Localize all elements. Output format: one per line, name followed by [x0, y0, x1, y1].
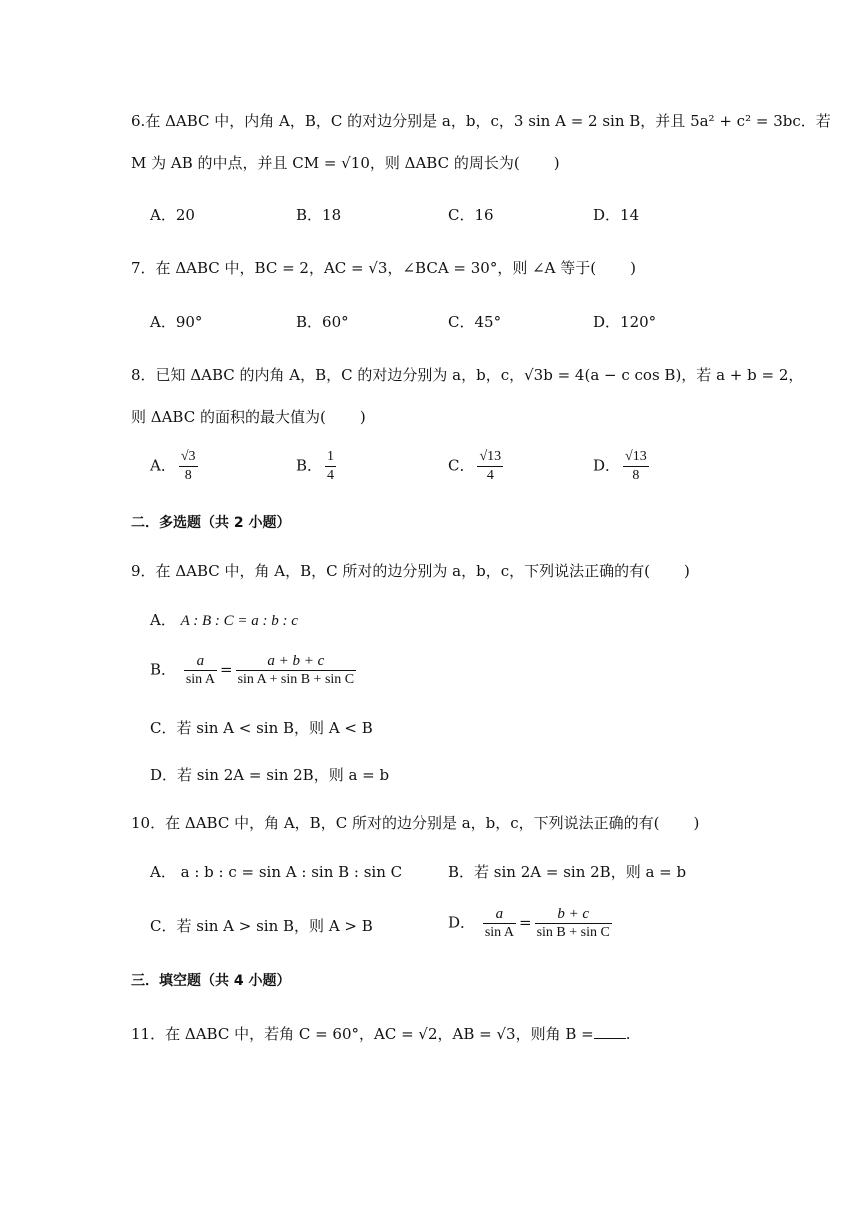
question-8-option-c: C． $\frac{√13}{4}$: [448, 449, 502, 483]
question-6-text-2: M 为 AB 的中点，并且 CM = √10，则 ΔABC 的周长为(: [131, 154, 520, 172]
section-heading-fill-in: 三．填空题（共 4 小题）: [131, 973, 291, 989]
question-6-line-1: [131, 110, 831, 132]
question-8-text-2: 则 ΔABC 的面积的最大值为(: [131, 408, 326, 426]
question-7-number: 7．: [131, 259, 156, 277]
question-11-line: 11．在 ΔABC 中，若角 C = 60°，AC = √2，AB = √3，则角 B = .: [131, 1025, 631, 1043]
question-7-option-a: A．90°: [150, 313, 203, 331]
question-10-text: 在 ΔABC 中，角 A，B，C 所对的边分别是 a，b，c，下列说法正确的有(: [165, 814, 660, 832]
close-paren: ): [693, 814, 700, 832]
question-7-line: [131, 257, 636, 279]
fraction: $\frac{√13}{4}$: [479, 449, 502, 483]
fraction: $\frac{√13}{8}$: [625, 449, 647, 483]
question-9-option-c: C．若 sin A < sin B，则 A < B: [150, 719, 373, 737]
question-7-option-b: B．60°: [296, 313, 349, 331]
question-7-option-d: D．120°: [593, 313, 657, 331]
close-paren: ): [359, 408, 366, 426]
question-8-option-b: B． $\frac{1}{4}$: [296, 449, 335, 483]
question-11-text: 在 ΔABC 中，若角 C = 60°，AC = √2，AB = √3，则角 B =: [165, 1025, 594, 1043]
question-10-option-a: A． a : b : c = sin A : sin B : sin C: [150, 863, 403, 881]
question-10-option-b: B．若 sin 2A = sin 2B，则 a = b: [448, 863, 687, 881]
fraction: $\frac{a}{\text{sin A}}$: [185, 653, 215, 687]
question-9-option-b: B． $\frac{a}{\text{sin A}}$ = $\frac{a + b + c}{\text{sin A + sin B + sin C}}$: [150, 653, 355, 687]
question-8-line-1: [131, 364, 803, 386]
question-10-line: [131, 812, 699, 834]
question-8-number: 8．: [131, 366, 156, 384]
question-10-option-d: D． $\frac{a}{\text{sin A}}$ = $\frac{b + c}{\text{sin B + sin C}}$: [448, 906, 610, 940]
question-7-option-c: C．45°: [448, 313, 502, 331]
fraction: $\frac{b + c}{\text{sin B + sin C}}$: [536, 906, 610, 940]
question-10-number: 10．: [131, 814, 166, 832]
question-8-option-d: D． $\frac{√13}{8}$: [593, 449, 647, 483]
question-8-text: 已知 ΔABC 的内角 A，B，C 的对边分别为 a，b，c，√3b = 4(a − c cos B)，若 a + b = 2，: [155, 366, 804, 384]
close-paren: ): [683, 562, 690, 580]
question-6-option-b: B．18: [296, 206, 342, 224]
fraction: $\frac{a + b + c}{\text{sin A + sin B + sin C}}$: [237, 653, 355, 687]
question-7-text: 在 ΔABC 中，BC = 2，AC = √3，∠BCA = 30°，则 ∠A 等于(: [155, 259, 597, 277]
question-9-option-a: A． A : B : C = a : b : c: [150, 611, 298, 629]
close-paren: ): [553, 154, 560, 172]
question-6-number: 6.: [131, 112, 146, 130]
question-11-number: 11．: [131, 1025, 166, 1043]
question-9-option-d: D．若 sin 2A = sin 2B，则 a = b: [150, 766, 390, 784]
question-6-option-d: D．14: [593, 206, 640, 224]
fraction: $\frac{1}{4}$: [327, 449, 335, 483]
question-6-text: 在 ΔABC 中，内角 A，B，C 的对边分别是 a，b，c，3 sin A = 2 sin B，并且 5a² + c² = 3bc．若: [145, 112, 831, 130]
question-6-option-c: C．16: [448, 206, 494, 224]
question-10-option-c: C．若 sin A > sin B，则 A > B: [150, 917, 373, 935]
fraction: $\frac{√3}{8}$: [180, 449, 196, 483]
question-8-option-a: A． $\frac{√3}{8}$: [150, 449, 196, 483]
question-6-line-2: [131, 152, 560, 174]
question-9-text: 在 ΔABC 中，角 A，B，C 所对的边分别为 a，b，c，下列说法正确的有(: [155, 562, 650, 580]
question-6-option-a: A．20: [150, 206, 195, 224]
section-heading-multiple-choice: 二．多选题（共 2 小题）: [131, 515, 291, 531]
question-9-line: [131, 560, 690, 582]
question-8-line-2: [131, 406, 366, 428]
answer-blank[interactable]: [594, 1026, 626, 1039]
fraction: $\frac{a}{\text{sin A}}$: [484, 906, 514, 940]
close-paren: ): [630, 259, 636, 277]
question-9-number: 9．: [131, 562, 156, 580]
